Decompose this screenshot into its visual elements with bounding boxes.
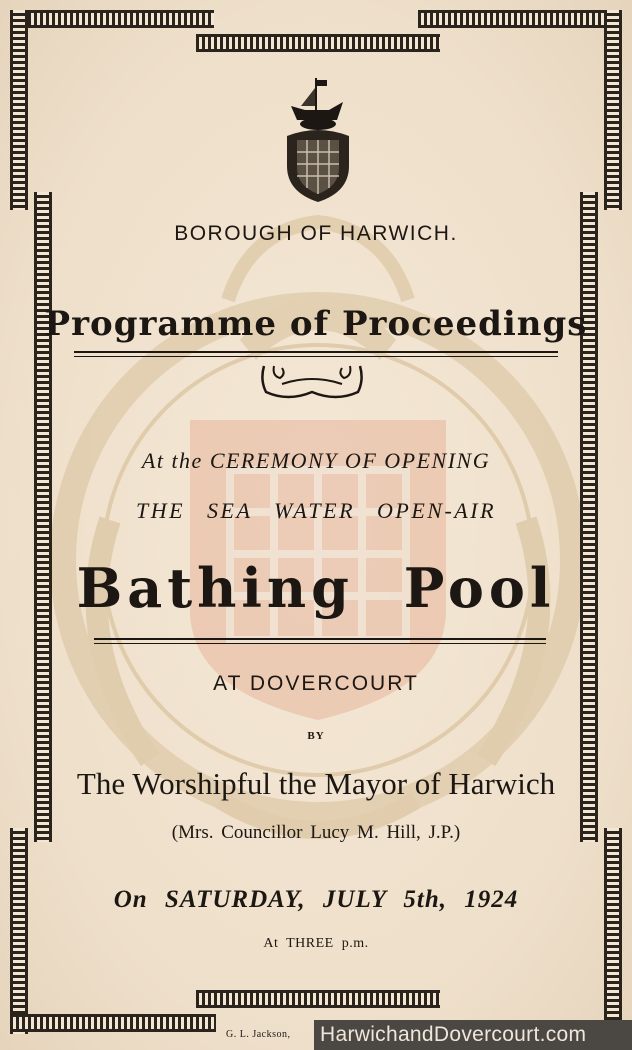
main-title-rule-lower [94,643,546,644]
border-left-lower [10,828,28,1034]
programme-title: Programme of Proceedings [44,304,588,344]
border-top-left [10,10,214,28]
borough-crest-icon [279,76,357,204]
title-rule-lower [74,356,558,357]
ceremony-line-2: THE SEA WATER OPEN-AIR [135,498,497,523]
site-watermark: HarwichandDovercourt.com [314,1020,632,1050]
printer-credit: G. L. Jackson, [226,1029,291,1040]
border-top-center [196,34,440,52]
title-rule-upper [74,351,558,353]
opener-line: The Worshipful the Mayor of Harwich [76,766,556,801]
location-line: AT DOVERCOURT [213,672,419,695]
scroll-ornament-icon [258,358,366,404]
opener-name: (Mrs. Councillor Lucy M. Hill, J.P.) [171,822,461,843]
borough-heading: BOROUGH OF HARWICH. [174,222,458,245]
border-left-upper [10,10,28,210]
border-bottom-left [10,1014,216,1032]
main-title: Bathing Pool [76,556,556,620]
border-right-upper [604,10,622,210]
time-line: At THREE p.m. [263,936,369,951]
date-line: On SATURDAY, JULY 5th, 1924 [113,886,519,913]
by-line: BY [307,730,325,742]
border-right-lower [604,828,622,1028]
ceremony-line-1: At the CEREMONY OF OPENING [141,448,491,473]
main-title-rule-upper [94,638,546,640]
border-top-right [418,10,622,28]
border-bottom-center [196,990,440,1008]
